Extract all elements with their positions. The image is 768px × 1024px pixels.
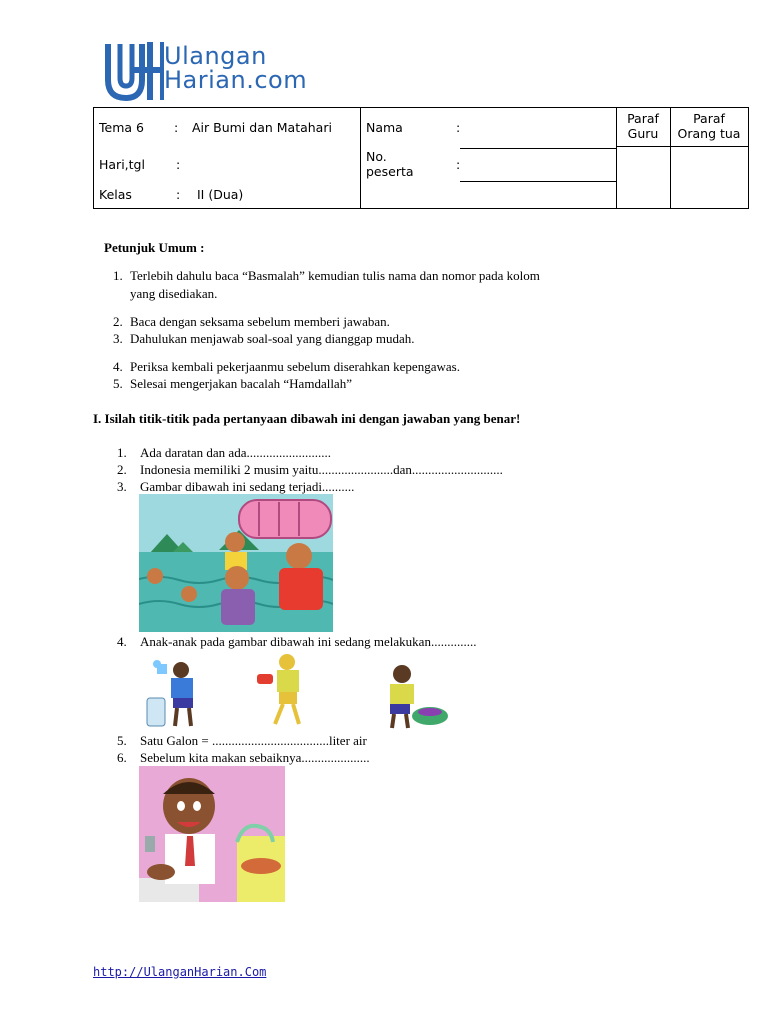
uh-logo-mark <box>104 40 164 104</box>
instruction-number: 4. <box>113 359 123 374</box>
identity-table <box>93 107 749 209</box>
instruction-text: Dahulukan menjawab soal-soal yang dianggap mudah. <box>130 331 415 346</box>
instruction-text: Selesai mengerjakan bacalah “Hamdallah” <box>130 376 352 391</box>
nama-underline <box>460 148 616 149</box>
paraf-guru-header <box>616 111 670 141</box>
instruction-text: Baca dengan seksama sebelum memberi jawaban. <box>130 314 390 329</box>
nama-colon: : <box>456 120 461 135</box>
question-text: Sebelum kita makan sebaiknya..................... <box>140 750 370 765</box>
tema-colon: : <box>174 120 179 135</box>
section-title: I. Isilah titik-titik pada pertanyaan dibawah ini dengan jawaban yang benar! <box>93 411 521 426</box>
question-number: 4. <box>117 634 127 649</box>
paraf-ortu-header <box>670 111 748 141</box>
question-text: Ada daratan dan ada.......................... <box>140 445 331 460</box>
logo-text-line1: Ulangan <box>164 42 267 70</box>
question-number: 5. <box>117 733 127 748</box>
instruction-number: 5. <box>113 376 123 391</box>
nopeserta-label-line1: No. <box>366 149 387 164</box>
kelas-label: Kelas <box>99 187 132 202</box>
instruction-number: 2. <box>113 314 123 329</box>
paraf-guru-line2: Guru <box>627 126 659 141</box>
footer-link[interactable]: http://UlanganHarian.Com <box>93 965 267 979</box>
kelas-colon: : <box>176 187 181 202</box>
question-number: 2. <box>117 462 127 477</box>
tema-value: Air Bumi dan Matahari <box>192 120 332 135</box>
hari-label: Hari,tgl <box>99 157 145 172</box>
question-number: 6. <box>117 750 127 765</box>
pouring-water-illustration <box>145 660 205 728</box>
flood-illustration <box>139 494 333 632</box>
washing-basin-illustration <box>378 664 450 730</box>
logo-text-line2: Harian.com <box>164 66 308 94</box>
tema-label: Tema 6 <box>99 120 144 135</box>
instruction-text: Periksa kembali pekerjaanmu sebelum diserahkan kepengawas. <box>130 359 460 374</box>
boy-washing-hands-illustration <box>139 766 285 902</box>
instruction-text-cont: yang disediakan. <box>130 286 218 301</box>
question-text: Satu Galon = ....................................liter air <box>140 733 367 748</box>
hari-colon: : <box>176 157 181 172</box>
paraf-ortu-line2: Orang tua <box>677 126 741 141</box>
nama-label: Nama <box>366 120 403 135</box>
instruction-text: Terlebih dahulu baca “Basmalah” kemudian tulis nama dan nomor pada kolom <box>130 268 540 283</box>
instruction-number: 3. <box>113 331 123 346</box>
kelas-value: II (Dua) <box>197 187 244 202</box>
carrying-water-illustration <box>255 652 315 728</box>
question-text: Anak-anak pada gambar dibawah ini sedang melakukan.............. <box>140 634 477 649</box>
question-number: 3. <box>117 479 127 494</box>
question-text: Gambar dibawah ini sedang terjadi.......... <box>140 479 355 494</box>
paraf-ortu-line1: Paraf <box>693 111 725 126</box>
instructions-title: Petunjuk Umum : <box>104 240 205 255</box>
question-number: 1. <box>117 445 127 460</box>
instruction-number: 1. <box>113 268 123 283</box>
question-text: Indonesia memiliki 2 musim yaitu.......................dan............................ <box>140 462 503 477</box>
nopeserta-label-line2: peserta <box>366 164 414 179</box>
nopeserta-colon: : <box>456 157 461 172</box>
nopeserta-underline <box>460 181 616 182</box>
paraf-guru-line1: Paraf <box>627 111 659 126</box>
site-logo <box>104 40 344 104</box>
